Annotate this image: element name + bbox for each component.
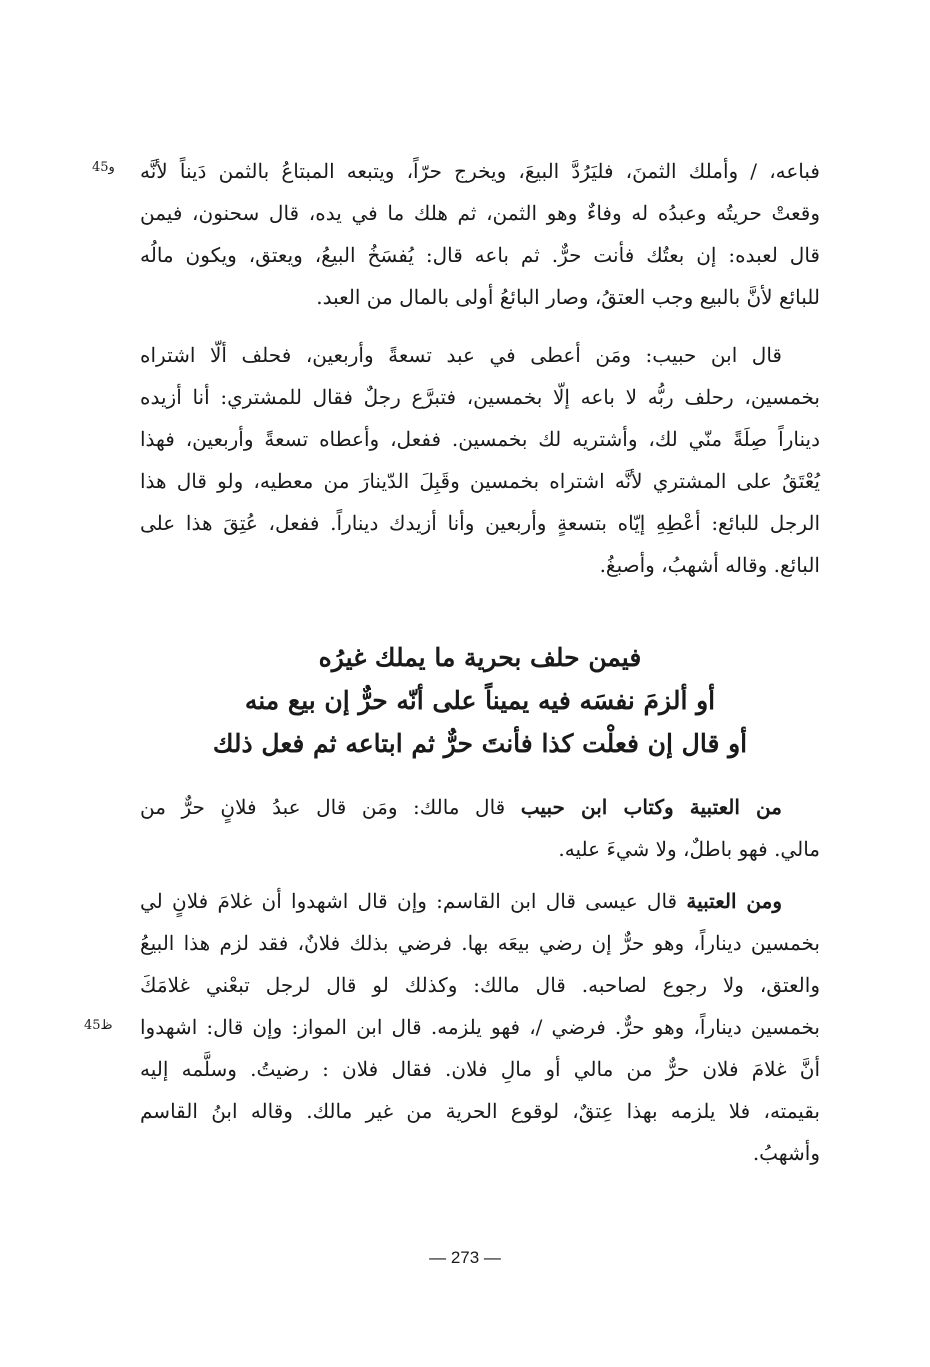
paragraph-3 bbox=[140, 786, 820, 870]
paragraph-2 bbox=[140, 334, 820, 586]
text-line: مالي. فهو باطلٌ، ولا شيءَ عليه. bbox=[558, 837, 820, 861]
paragraph-1 bbox=[140, 150, 820, 318]
heading-line: فيمن حلف بحرية ما يملك غيرُه bbox=[318, 643, 642, 672]
text-segment: قال مالك: ومَن قال عبدُ فلانٍ حرٌّ من bbox=[140, 795, 521, 819]
text-segment: قال عيسى قال ابن القاسم: وإن قال اشهدوا أن غلامَ فلانٍ لي bbox=[140, 889, 687, 913]
margin-note-folio-verso: ظ45 bbox=[84, 1018, 113, 1033]
text-line: والعتق، ولا رجوع لصاحبه. قال مالك: وكذلك لو قال لرجل تبعْني غلامَكَ bbox=[140, 973, 820, 997]
text-line: قال ابن حبيب: ومَن أعطى في عبد تسعةً وأربعين، فحلف ألّا اشتراه bbox=[140, 343, 782, 367]
text-line: قال لعبده: إن بعتُك فأنت حرٌّ. ثم باعه قال: يُفسَخُ البيعُ، ويعتق، ويكون مالُه bbox=[140, 243, 820, 267]
heading-line: أو قال إن فعلْت كذا فأنتَ حرٌّ ثم ابتاعه ثم فعل ذلك bbox=[212, 729, 748, 758]
source-citation: ومن العتبية bbox=[686, 889, 782, 913]
text-line: وأشهبُ. bbox=[752, 1141, 820, 1165]
text-line: ديناراً صِلَةً منّي لك، وأشتريه لك بخمسين. ففعل، وأعطاه تسعةً وأربعين، فهذا bbox=[140, 427, 820, 451]
paragraph-4 bbox=[140, 880, 820, 1174]
text-line: أنَّ غلامَ فلان حرٌّ من مالي أو مالِ فلان. فقال فلان : رضيتُ. وسلَّمه إليه bbox=[140, 1057, 820, 1081]
source-citation: من العتبية وكتاب ابن حبيب bbox=[520, 795, 782, 819]
text-line bbox=[140, 786, 820, 828]
text-line bbox=[140, 880, 820, 922]
section-heading bbox=[140, 636, 820, 765]
text-line: بخمسين ديناراً، وهو حرٌّ إن رضي بيعَه بها. فرضي بذلك فلانٌ، فقد لزم هذا البيعُ bbox=[140, 931, 820, 955]
text-line: بخمسين ديناراً، وهو حرٌّ. فرضي /، فهو يلزمه. قال ابن المواز: وإن قال: اشهدوا bbox=[140, 1015, 820, 1039]
heading-line: أو ألزمَ نفسَه فيه يميناً على أنّه حرٌّ إن بيع منه bbox=[244, 686, 716, 715]
text-line: البائع. وقاله أشهبُ، وأصبغُ. bbox=[599, 553, 820, 577]
text-line: بخمسين، رحلف ربُّه لا باعه إلّا بخمسين، فتبرَّع رجلٌ فقال للمشتري: أنا أزيده bbox=[140, 385, 820, 409]
text-line: للبائع لأنَّ بالبيع وجب العتقُ، وصار البائعُ أولى بالمال من العبد. bbox=[316, 285, 820, 309]
text-line: وقعتْ حريتُه وعبدُه له وفاءٌ وهو الثمن، ثم هلك ما في يده، قال سحنون، فيمن bbox=[140, 201, 820, 225]
text-line: فباعه، / وأملك الثمنَ، فليَرُدَّ البيعَ، ويخرج حرّاً، ويتبعه المبتاعُ بالثمن دَيناً لأنَّه bbox=[140, 159, 820, 183]
text-line: يُعْتَقُ على المشتري لأنَّه اشتراه بخمسين وقَبِلَ الدّينارَ من معطيه، ولو قال هذا bbox=[140, 469, 820, 493]
text-line: الرجل للبائع: أعْطِهِ إيّاه بتسعةٍ وأربعين وأنا أزيدك ديناراً. ففعل، عُتِقَ هذا على bbox=[140, 511, 820, 535]
text-line: بقيمته، فلا يلزمه بهذا عِتقٌ، لوقوع الحرية من غير مالك. وقاله ابنُ القاسم bbox=[140, 1099, 820, 1123]
margin-note-folio-recto: و45 bbox=[92, 160, 115, 175]
page-number: — 273 — bbox=[429, 1248, 501, 1267]
